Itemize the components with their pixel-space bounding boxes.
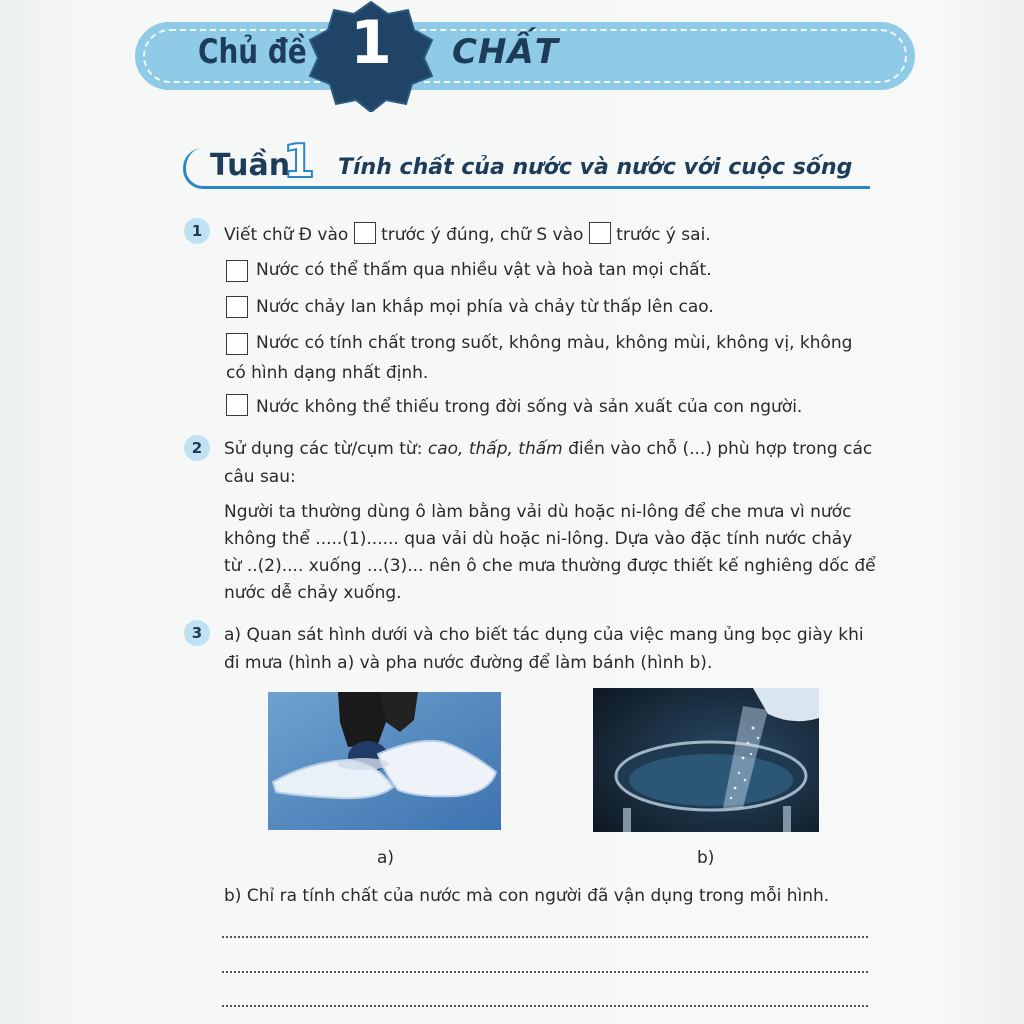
q2-para-line-2: không thể .....(1)...... qua vải dù hoặc ni-lông. Dựa vào đặc tính nước chảy (224, 529, 853, 549)
q1-item-1: Nước có thể thấm qua nhiều vật và hoà tan mọi chất. (256, 260, 712, 280)
q2-instr-a: Sử dụng các từ/cụm từ: (224, 439, 423, 459)
topic-number: 1 (350, 8, 392, 78)
week-title: Tính chất của nước và nước với cuộc sống (338, 155, 853, 180)
answer-box-3[interactable] (226, 333, 248, 355)
q2-instr-words: cao, thấp, thấm (427, 439, 563, 459)
question-2-number: 2 (184, 435, 210, 461)
answer-line-1[interactable] (222, 936, 868, 938)
caption-b: b) (697, 848, 715, 868)
q3-part-b: b) Chỉ ra tính chất của nước mà con người đã vận dụng trong mỗi hình. (224, 886, 830, 906)
answer-box-4[interactable] (226, 394, 248, 416)
q3-part-a-line-1: a) Quan sát hình dưới và cho biết tác dụng của việc mang ủng bọc giày khi (224, 625, 864, 645)
q1-item-3-cont: có hình dạng nhất định. (226, 363, 429, 383)
answer-line-2[interactable] (222, 971, 868, 973)
question-1-number: 1 (184, 218, 210, 244)
q2-instruction (224, 439, 872, 459)
photo-b-pouring-sugar (593, 688, 819, 832)
caption-a: a) (377, 848, 395, 868)
answer-box-2[interactable] (226, 296, 248, 318)
sample-checkbox-s (589, 222, 611, 244)
q1-instr-part-a: Viết chữ Đ vào (224, 225, 349, 245)
topic-title: CHẤT (452, 32, 559, 72)
q2-para-line-1: Người ta thường dùng ô làm bằng vải dù hoặc ni-lông để che mưa vì nước (224, 502, 852, 522)
answer-box-1[interactable] (226, 260, 248, 282)
q1-instr-part-b: trước ý đúng, chữ S vào (381, 225, 584, 245)
topic-subject-label: Chủ đề (198, 32, 307, 72)
q2-instr-b: điền vào chỗ (...) phù hợp trong các (568, 439, 873, 459)
sample-checkbox-d (354, 222, 376, 244)
q2-instruction-cont: câu sau: (224, 467, 296, 487)
photo-a-shoe-covers (268, 692, 501, 830)
answer-line-3[interactable] (222, 1005, 868, 1007)
question-1-instruction (224, 222, 711, 245)
question-3-number: 3 (184, 620, 210, 646)
q1-item-4: Nước không thể thiếu trong đời sống và sản xuất của con người. (256, 397, 803, 417)
q1-instr-part-c: trước ý sai. (616, 225, 711, 245)
q3-part-a-line-2: đi mưa (hình a) và pha nước đường để làm bánh (hình b). (224, 653, 713, 673)
week-label: Tuần (210, 148, 291, 183)
q2-para-line-3: từ ..(2).... xuống ...(3)... nên ô che mưa thường được thiết kế nghiêng dốc để (224, 556, 876, 576)
q2-para-line-4: nước dễ chảy xuống. (224, 583, 402, 603)
q1-item-2: Nước chảy lan khắp mọi phía và chảy từ thấp lên cao. (256, 297, 714, 317)
q1-item-3: Nước có tính chất trong suốt, không màu, không mùi, không vị, không (256, 333, 853, 353)
week-number: 1 (283, 134, 316, 188)
